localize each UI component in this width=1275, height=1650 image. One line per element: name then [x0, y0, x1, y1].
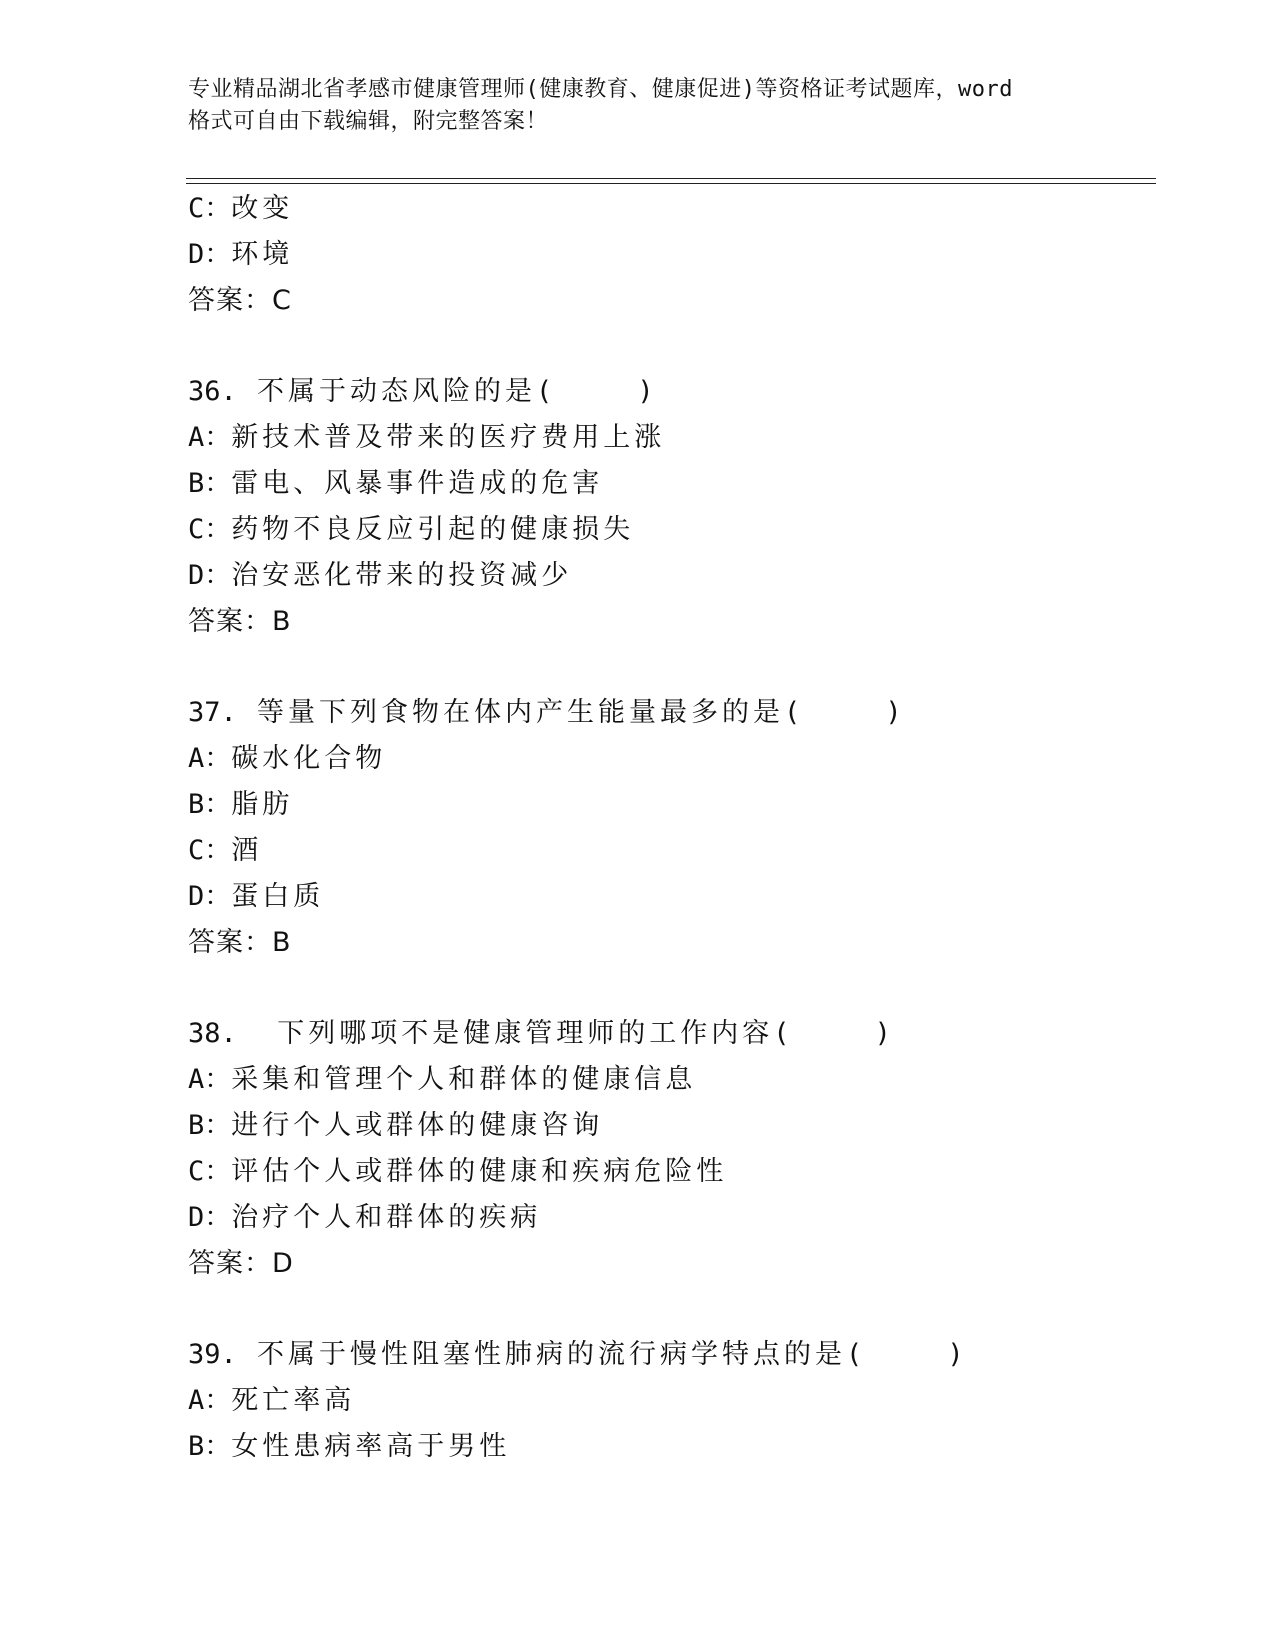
answer-line: 答案：B	[188, 927, 292, 958]
option-line	[188, 736, 1148, 782]
option-letter: C：	[188, 1156, 232, 1187]
option-line	[188, 415, 1148, 461]
option-letter: C：	[188, 835, 232, 866]
option-letter: D：	[188, 1202, 232, 1233]
question-number: 39.	[188, 1339, 237, 1370]
option-letter: C：	[188, 514, 232, 545]
question-text: 下列哪项不是健康管理师的工作内容( )	[236, 1018, 895, 1049]
option-line	[188, 874, 1148, 920]
answer-line: 答案：B	[188, 606, 292, 637]
option-line	[188, 1195, 1148, 1241]
answer-line: 答案：D	[188, 1248, 294, 1279]
question-content	[188, 186, 1148, 1470]
option-text: 死亡率高	[231, 1385, 356, 1416]
option-line	[188, 1149, 1148, 1195]
option-line	[188, 553, 1148, 599]
question-text: 不属于慢性阻塞性肺病的流行病学特点的是( )	[236, 1339, 968, 1370]
option-line	[188, 828, 1148, 874]
option-letter: C：	[188, 193, 232, 224]
option-text: 蛋白质	[231, 881, 325, 912]
option-letter: B：	[188, 1431, 232, 1462]
option-letter: B：	[188, 789, 232, 820]
option-text: 采集和管理个人和群体的健康信息	[231, 1064, 697, 1095]
option-line	[188, 1057, 1148, 1103]
question-stem	[188, 1332, 1148, 1378]
option-text: 新技术普及带来的医疗费用上涨	[231, 422, 666, 453]
answer-line: 答案：C	[188, 285, 292, 316]
option-letter: B：	[188, 1110, 232, 1141]
option-text: 进行个人或群体的健康咨询	[231, 1110, 604, 1141]
option-line	[188, 186, 1148, 232]
option-text: 评估个人或群体的健康和疾病危险性	[231, 1156, 728, 1187]
option-letter: A：	[188, 422, 232, 453]
header-divider	[186, 178, 1156, 184]
option-text: 酒	[231, 835, 263, 866]
question-number: 37.	[188, 697, 237, 728]
option-text: 治安恶化带来的投资减少	[231, 560, 573, 591]
option-text: 女性患病率高于男性	[231, 1431, 511, 1462]
option-text: 环境	[231, 239, 294, 270]
option-text: 治疗个人和群体的疾病	[231, 1202, 542, 1233]
question-number: 38.	[188, 1018, 237, 1049]
question-text: 不属于动态风险的是( )	[236, 376, 658, 407]
question-number: 36.	[188, 376, 237, 407]
option-letter: D：	[188, 239, 232, 270]
option-text: 雷电、风暴事件造成的危害	[231, 468, 604, 499]
option-text: 脂肪	[231, 789, 294, 820]
option-letter: A：	[188, 1064, 232, 1095]
option-text: 药物不良反应引起的健康损失	[231, 514, 635, 545]
question-stem	[188, 1011, 1148, 1057]
option-letter: D：	[188, 881, 232, 912]
question-stem	[188, 369, 1148, 415]
option-letter: B：	[188, 468, 232, 499]
option-line	[188, 232, 1148, 278]
header-line-2: 格式可自由下载编辑，附完整答案！	[188, 109, 549, 134]
option-line	[188, 1103, 1148, 1149]
option-letter: A：	[188, 743, 232, 774]
header-line-1: 专业精品湖北省孝感市健康管理师(健康教育、健康促进)等资格证考试题库，word	[188, 77, 1013, 102]
option-letter: D：	[188, 560, 232, 591]
option-letter: A：	[188, 1385, 232, 1416]
option-text: 碳水化合物	[231, 743, 387, 774]
option-text: 改变	[231, 193, 294, 224]
option-line	[188, 507, 1148, 553]
question-text: 等量下列食物在体内产生能量最多的是( )	[236, 697, 906, 728]
document-header	[188, 74, 1088, 138]
question-stem	[188, 690, 1148, 736]
option-line	[188, 1424, 1148, 1470]
option-line	[188, 461, 1148, 507]
option-line	[188, 782, 1148, 828]
option-line	[188, 1378, 1148, 1424]
